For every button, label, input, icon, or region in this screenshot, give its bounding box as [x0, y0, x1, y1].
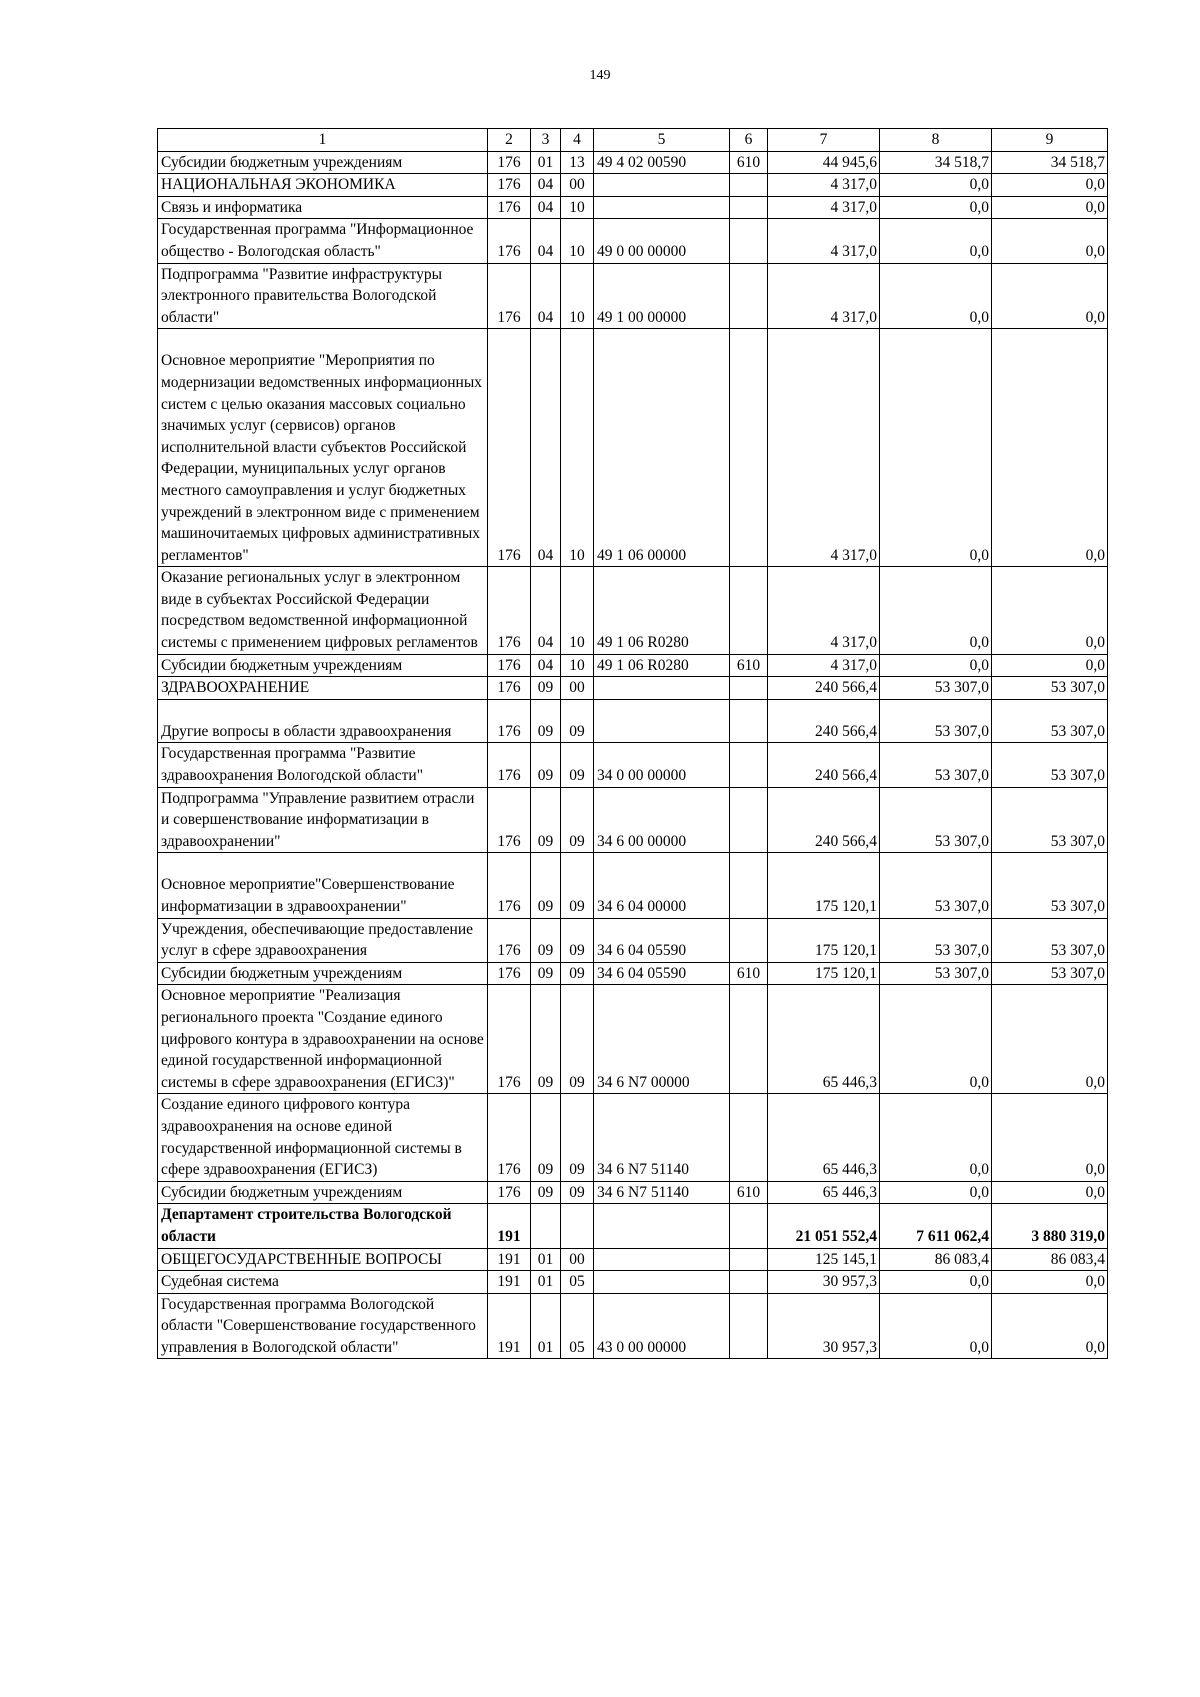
- section-code: 09: [531, 985, 561, 1094]
- subsection-code: 10: [561, 219, 594, 263]
- subsection-code: 09: [561, 743, 594, 787]
- target-article-code: [594, 1248, 730, 1271]
- section-code: 04: [531, 196, 561, 219]
- expense-type-code: [730, 196, 768, 219]
- section-code: 09: [531, 677, 561, 700]
- row-name: Государственная программа Вологодской области "Совершенствование государственного управления в Вологодской области": [158, 1293, 488, 1359]
- amount-col9: 0,0: [992, 219, 1108, 263]
- row-name: Оказание региональных услуг в электронном виде в субъектах Российской Федерации посредством ведомственной информационной системы с применением цифровых регламентов: [158, 567, 488, 654]
- admin-code: 176: [488, 174, 531, 197]
- amount-col9: 0,0: [992, 985, 1108, 1094]
- table-row: [158, 196, 1108, 219]
- subsection-code: 00: [561, 174, 594, 197]
- admin-code: 176: [488, 787, 531, 853]
- amount-col9: 0,0: [992, 567, 1108, 654]
- amount-col7: 30 957,3: [768, 1293, 880, 1359]
- table-row: [158, 1181, 1108, 1204]
- row-name: Департамент строительства Вологодской области: [158, 1204, 488, 1248]
- subsection-code: 05: [561, 1271, 594, 1294]
- amount-col9: 0,0: [992, 263, 1108, 329]
- admin-code: 176: [488, 567, 531, 654]
- subsection-code: 10: [561, 263, 594, 329]
- column-header: 8: [880, 129, 992, 152]
- expense-type-code: [730, 677, 768, 700]
- target-article-code: 34 0 00 00000: [594, 743, 730, 787]
- row-name: Государственная программа "Развитие здравоохранения Вологодской области": [158, 743, 488, 787]
- row-name: Субсидии бюджетным учреждениям: [158, 962, 488, 985]
- header-row: [158, 129, 1108, 152]
- amount-col7: 240 566,4: [768, 743, 880, 787]
- row-name: Основное мероприятие "Мероприятия по модернизации ведомственных информационных систем с целью оказания массовых социально значимых услуг (сервисов) органов исполнительной власти субъектов Российской Федерации, муниципальных услуг органов местного самоуправления и услуг бюджетных учреждений в электронном виде с применением машиночитаемых цифровых административных регламентов": [158, 329, 488, 567]
- subsection-code: 10: [561, 329, 594, 567]
- subsection-code: 09: [561, 918, 594, 962]
- column-header: 7: [768, 129, 880, 152]
- subsection-code: 09: [561, 962, 594, 985]
- row-name: Подпрограмма "Управление развитием отрасли и совершенствование информатизации в здравоохранении": [158, 787, 488, 853]
- expense-type-code: [730, 1248, 768, 1271]
- amount-col8: 0,0: [880, 567, 992, 654]
- target-article-code: [594, 1204, 730, 1248]
- target-article-code: 49 0 00 00000: [594, 219, 730, 263]
- subsection-code: 09: [561, 787, 594, 853]
- amount-col9: 53 307,0: [992, 853, 1108, 918]
- amount-col8: 7 611 062,4: [880, 1204, 992, 1248]
- column-header: 2: [488, 129, 531, 152]
- subsection-code: 00: [561, 677, 594, 700]
- target-article-code: 34 6 N7 51140: [594, 1181, 730, 1204]
- table-row: [158, 263, 1108, 329]
- row-name: Основное мероприятие "Реализация регионального проекта "Создание единого цифрового контура в здравоохранении на основе единой государственной информационной системы в сфере здравоохранения (ЕГИСЗ)": [158, 985, 488, 1094]
- column-header: 4: [561, 129, 594, 152]
- target-article-code: 34 6 N7 51140: [594, 1094, 730, 1181]
- amount-col8: 0,0: [880, 1094, 992, 1181]
- target-article-code: [594, 174, 730, 197]
- amount-col7: 21 051 552,4: [768, 1204, 880, 1248]
- expense-type-code: [730, 699, 768, 743]
- row-name: Связь и информатика: [158, 196, 488, 219]
- section-code: 04: [531, 329, 561, 567]
- amount-col9: 0,0: [992, 174, 1108, 197]
- table-row: [158, 918, 1108, 962]
- section-code: [531, 1204, 561, 1248]
- section-code: 09: [531, 1181, 561, 1204]
- amount-col7: 4 317,0: [768, 567, 880, 654]
- amount-col7: 30 957,3: [768, 1271, 880, 1294]
- subsection-code: 09: [561, 1181, 594, 1204]
- admin-code: 176: [488, 985, 531, 1094]
- column-header: 1: [158, 129, 488, 152]
- amount-col9: 53 307,0: [992, 677, 1108, 700]
- amount-col7: 240 566,4: [768, 677, 880, 700]
- amount-col7: 4 317,0: [768, 174, 880, 197]
- section-code: 09: [531, 1094, 561, 1181]
- amount-col8: 0,0: [880, 654, 992, 677]
- row-name: Учреждения, обеспечивающие предоставление услуг в сфере здравоохранения: [158, 918, 488, 962]
- amount-col8: 53 307,0: [880, 962, 992, 985]
- amount-col8: 0,0: [880, 263, 992, 329]
- column-header: 6: [730, 129, 768, 152]
- amount-col7: 44 945,6: [768, 151, 880, 174]
- amount-col9: 53 307,0: [992, 743, 1108, 787]
- target-article-code: 49 1 06 R0280: [594, 654, 730, 677]
- row-name: ЗДРАВООХРАНЕНИЕ: [158, 677, 488, 700]
- target-article-code: 34 6 04 05590: [594, 918, 730, 962]
- expense-type-code: [730, 853, 768, 918]
- subsection-code: 00: [561, 1248, 594, 1271]
- admin-code: 176: [488, 1181, 531, 1204]
- row-name: Судебная система: [158, 1271, 488, 1294]
- table-row: [158, 1293, 1108, 1359]
- target-article-code: 34 6 04 00000: [594, 853, 730, 918]
- target-article-code: 49 1 06 R0280: [594, 567, 730, 654]
- subsection-code: 09: [561, 853, 594, 918]
- expense-type-code: [730, 263, 768, 329]
- expense-type-code: 610: [730, 962, 768, 985]
- section-code: 09: [531, 962, 561, 985]
- amount-col8: 0,0: [880, 1293, 992, 1359]
- target-article-code: 49 4 02 00590: [594, 151, 730, 174]
- amount-col8: 0,0: [880, 174, 992, 197]
- section-code: 09: [531, 699, 561, 743]
- table-row: [158, 962, 1108, 985]
- column-header: 5: [594, 129, 730, 152]
- amount-col8: 53 307,0: [880, 853, 992, 918]
- section-code: 04: [531, 263, 561, 329]
- amount-col9: 0,0: [992, 654, 1108, 677]
- table-row: [158, 654, 1108, 677]
- amount-col9: 86 083,4: [992, 1248, 1108, 1271]
- amount-col8: 0,0: [880, 196, 992, 219]
- amount-col7: 65 446,3: [768, 985, 880, 1094]
- subsection-code: [561, 1204, 594, 1248]
- admin-code: 176: [488, 918, 531, 962]
- row-name: ОБЩЕГОСУДАРСТВЕННЫЕ ВОПРОСЫ: [158, 1248, 488, 1271]
- target-article-code: 34 6 00 00000: [594, 787, 730, 853]
- target-article-code: [594, 699, 730, 743]
- amount-col8: 0,0: [880, 329, 992, 567]
- section-code: 01: [531, 1248, 561, 1271]
- page-number: 149: [589, 68, 611, 83]
- expense-type-code: 610: [730, 1181, 768, 1204]
- amount-col9: 3 880 319,0: [992, 1204, 1108, 1248]
- subsection-code: 05: [561, 1293, 594, 1359]
- amount-col9: 53 307,0: [992, 787, 1108, 853]
- amount-col8: 34 518,7: [880, 151, 992, 174]
- amount-col8: 53 307,0: [880, 918, 992, 962]
- table-row: [158, 151, 1108, 174]
- amount-col9: 53 307,0: [992, 962, 1108, 985]
- target-article-code: [594, 196, 730, 219]
- section-code: 04: [531, 654, 561, 677]
- amount-col7: 175 120,1: [768, 853, 880, 918]
- amount-col9: 0,0: [992, 329, 1108, 567]
- target-article-code: 34 6 N7 00000: [594, 985, 730, 1094]
- admin-code: 176: [488, 263, 531, 329]
- expense-type-code: [730, 1094, 768, 1181]
- row-name: НАЦИОНАЛЬНАЯ ЭКОНОМИКА: [158, 174, 488, 197]
- budget-table: [157, 128, 1108, 1359]
- admin-code: 176: [488, 654, 531, 677]
- row-name: Субсидии бюджетным учреждениям: [158, 1181, 488, 1204]
- amount-col9: 53 307,0: [992, 699, 1108, 743]
- amount-col9: 0,0: [992, 1271, 1108, 1294]
- target-article-code: 34 6 04 05590: [594, 962, 730, 985]
- expense-type-code: [730, 567, 768, 654]
- amount-col8: 0,0: [880, 1271, 992, 1294]
- table-row: [158, 1271, 1108, 1294]
- amount-col8: 53 307,0: [880, 699, 992, 743]
- amount-col8: 0,0: [880, 985, 992, 1094]
- subsection-code: 10: [561, 196, 594, 219]
- subsection-code: 10: [561, 567, 594, 654]
- section-code: 09: [531, 853, 561, 918]
- expense-type-code: [730, 1293, 768, 1359]
- amount-col7: 4 317,0: [768, 196, 880, 219]
- section-code: 01: [531, 151, 561, 174]
- section-code: 01: [531, 1293, 561, 1359]
- admin-code: 176: [488, 699, 531, 743]
- amount-col7: 4 317,0: [768, 654, 880, 677]
- expense-type-code: 610: [730, 654, 768, 677]
- subsection-code: 10: [561, 654, 594, 677]
- admin-code: 176: [488, 743, 531, 787]
- table-row: [158, 787, 1108, 853]
- expense-type-code: [730, 787, 768, 853]
- target-article-code: 49 1 06 00000: [594, 329, 730, 567]
- section-code: 04: [531, 567, 561, 654]
- section-code: 09: [531, 918, 561, 962]
- amount-col9: 0,0: [992, 196, 1108, 219]
- expense-type-code: [730, 1204, 768, 1248]
- row-name: Основное мероприятие"Совершенствование информатизации в здравоохранении": [158, 853, 488, 918]
- column-header: 9: [992, 129, 1108, 152]
- amount-col7: 65 446,3: [768, 1181, 880, 1204]
- amount-col9: 0,0: [992, 1293, 1108, 1359]
- table-row: [158, 853, 1108, 918]
- target-article-code: [594, 677, 730, 700]
- table-row: [158, 174, 1108, 197]
- subsection-code: 13: [561, 151, 594, 174]
- amount-col7: 240 566,4: [768, 699, 880, 743]
- admin-code: 176: [488, 219, 531, 263]
- amount-col7: 4 317,0: [768, 219, 880, 263]
- table-row: [158, 219, 1108, 263]
- row-name: Создание единого цифрового контура здравоохранения на основе единой государственной информационной системы в сфере здравоохранения (ЕГИСЗ): [158, 1094, 488, 1181]
- amount-col8: 53 307,0: [880, 787, 992, 853]
- section-code: 04: [531, 174, 561, 197]
- amount-col8: 0,0: [880, 219, 992, 263]
- amount-col7: 4 317,0: [768, 263, 880, 329]
- subsection-code: 09: [561, 985, 594, 1094]
- amount-col9: 0,0: [992, 1181, 1108, 1204]
- admin-code: 176: [488, 151, 531, 174]
- section-code: 09: [531, 787, 561, 853]
- row-name: Субсидии бюджетным учреждениям: [158, 151, 488, 174]
- amount-col9: 0,0: [992, 1094, 1108, 1181]
- row-name: Субсидии бюджетным учреждениям: [158, 654, 488, 677]
- row-name: Подпрограмма "Развитие инфраструктуры электронного правительства Вологодской области": [158, 263, 488, 329]
- admin-code: 191: [488, 1204, 531, 1248]
- amount-col8: 0,0: [880, 1181, 992, 1204]
- target-article-code: 43 0 00 00000: [594, 1293, 730, 1359]
- table-row: [158, 743, 1108, 787]
- amount-col8: 53 307,0: [880, 677, 992, 700]
- amount-col7: 175 120,1: [768, 962, 880, 985]
- subsection-code: 09: [561, 699, 594, 743]
- expense-type-code: [730, 985, 768, 1094]
- admin-code: 176: [488, 329, 531, 567]
- expense-type-code: [730, 743, 768, 787]
- table-row: [158, 1094, 1108, 1181]
- amount-col7: 65 446,3: [768, 1094, 880, 1181]
- expense-type-code: [730, 174, 768, 197]
- subsection-code: 09: [561, 1094, 594, 1181]
- row-name: Государственная программа "Информационное общество - Вологодская область": [158, 219, 488, 263]
- section-code: 09: [531, 743, 561, 787]
- table-row: [158, 677, 1108, 700]
- admin-code: 176: [488, 196, 531, 219]
- section-code: 01: [531, 1271, 561, 1294]
- admin-code: 176: [488, 677, 531, 700]
- admin-code: 176: [488, 853, 531, 918]
- expense-type-code: [730, 918, 768, 962]
- table-row: [158, 567, 1108, 654]
- expense-type-code: [730, 329, 768, 567]
- amount-col8: 86 083,4: [880, 1248, 992, 1271]
- target-article-code: 49 1 00 00000: [594, 263, 730, 329]
- section-code: 04: [531, 219, 561, 263]
- amount-col7: 125 145,1: [768, 1248, 880, 1271]
- target-article-code: [594, 1271, 730, 1294]
- admin-code: 191: [488, 1293, 531, 1359]
- table-row: [158, 1204, 1108, 1248]
- amount-col7: 175 120,1: [768, 918, 880, 962]
- table-row: [158, 985, 1108, 1094]
- admin-code: 176: [488, 962, 531, 985]
- amount-col8: 53 307,0: [880, 743, 992, 787]
- table-row: [158, 699, 1108, 743]
- amount-col9: 34 518,7: [992, 151, 1108, 174]
- row-name: Другие вопросы в области здравоохранения: [158, 699, 488, 743]
- admin-code: 191: [488, 1271, 531, 1294]
- table-row: [158, 329, 1108, 567]
- expense-type-code: [730, 1271, 768, 1294]
- admin-code: 191: [488, 1248, 531, 1271]
- amount-col9: 53 307,0: [992, 918, 1108, 962]
- admin-code: 176: [488, 1094, 531, 1181]
- amount-col7: 240 566,4: [768, 787, 880, 853]
- amount-col7: 4 317,0: [768, 329, 880, 567]
- table-row: [158, 1248, 1108, 1271]
- expense-type-code: 610: [730, 151, 768, 174]
- column-header: 3: [531, 129, 561, 152]
- expense-type-code: [730, 219, 768, 263]
